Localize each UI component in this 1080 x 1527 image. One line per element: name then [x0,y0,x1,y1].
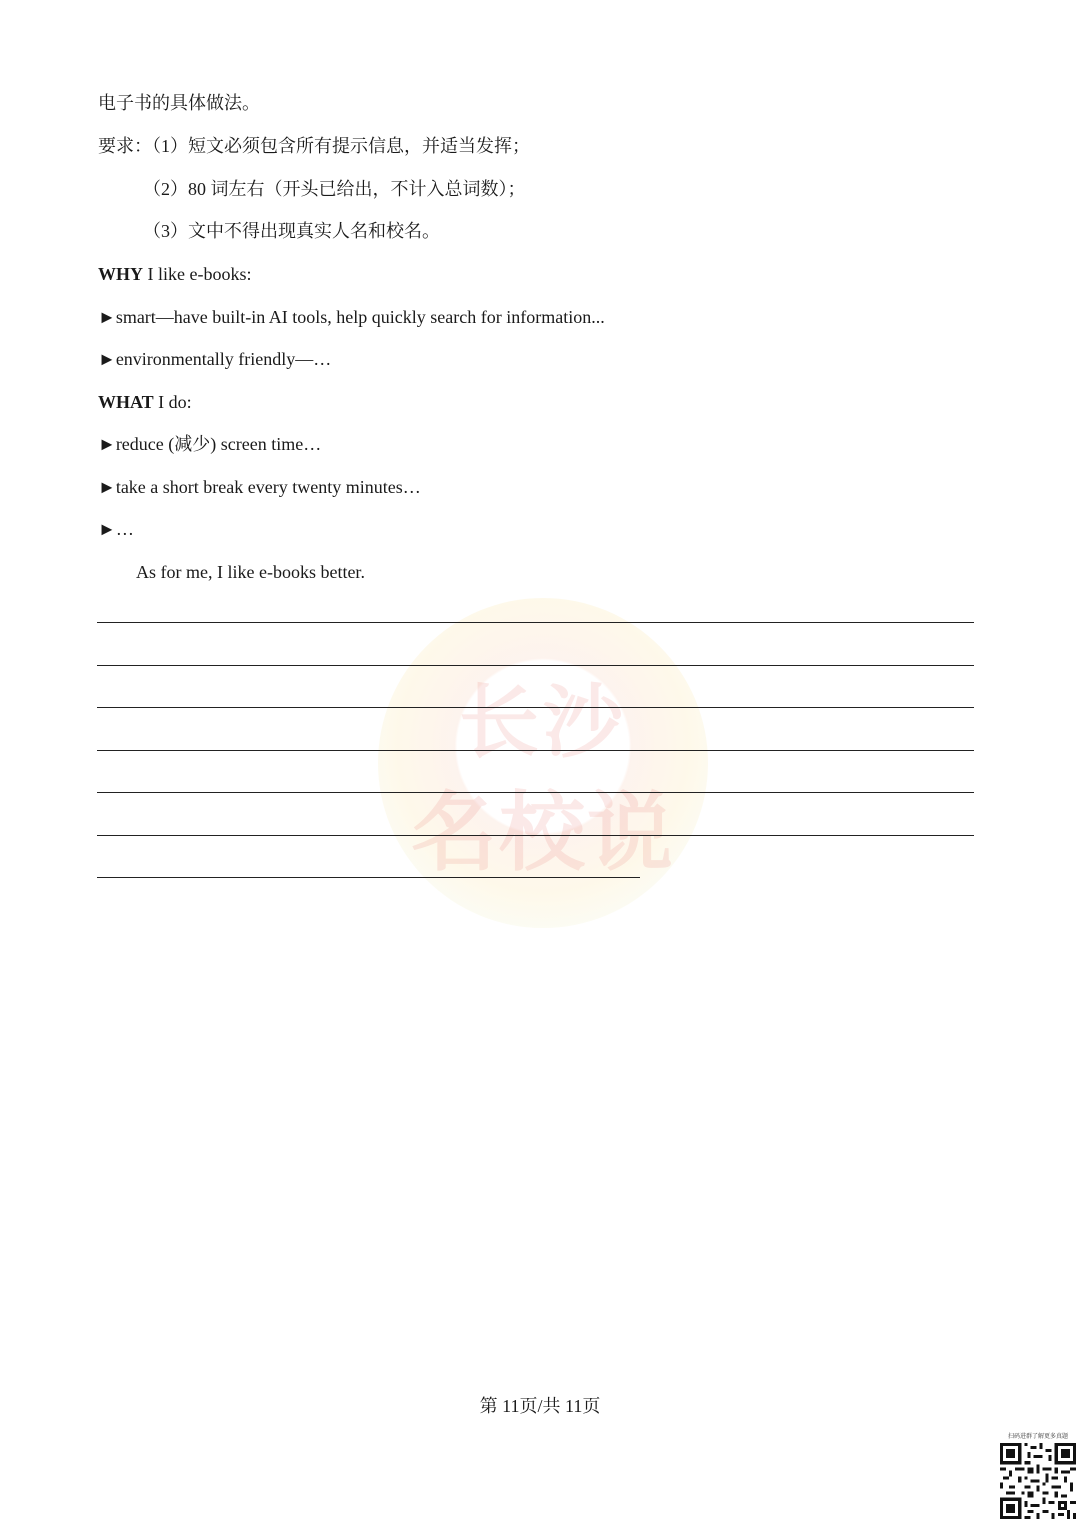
watermark-text-bottom: 名校说 [411,783,675,883]
writing-line-last [97,877,640,878]
requirement-2: （2）80 词左右（开头已给出，不计入总词数）； [143,179,526,199]
what-heading-text: I do: [153,392,192,412]
why-heading [98,262,251,286]
watermark-logo [378,598,708,928]
bullet-environment: ►environmentally friendly—… [98,349,332,369]
bullet-smart: ►smart—have built-in AI tools, help quickly search for information... [98,307,605,327]
watermark-text-top: 长沙 [459,676,627,769]
requirement-1: 要求：（1）短文必须包含所有提示信息，并适当发挥； [98,136,530,156]
bullet-more: ►… [98,519,134,539]
writing-line [97,622,974,623]
essay-opening: As for me, I like e-books better. [136,562,365,582]
what-keyword: WHAT [98,392,154,412]
writing-line [97,750,974,751]
why-heading-text: I like e-books: [143,264,252,284]
bullet-reduce: ►reduce (减少) screen time… [98,434,322,454]
writing-line [97,792,974,793]
writing-line [97,835,974,836]
intro-line: 电子书的具体做法。 [98,93,260,113]
page-number: 第 11页/共 11页 [479,1396,601,1416]
writing-line [97,707,974,708]
what-heading [98,390,192,414]
qr-caption: 扫码进群了解更多真题 [1007,1433,1068,1440]
qr-code-icon [1000,1443,1076,1519]
bullet-break: ►take a short break every twenty minutes… [98,477,421,497]
why-keyword: WHY [98,264,143,284]
requirement-3: （3）文中不得出现真实人名和校名。 [143,221,440,241]
writing-line [97,665,974,666]
